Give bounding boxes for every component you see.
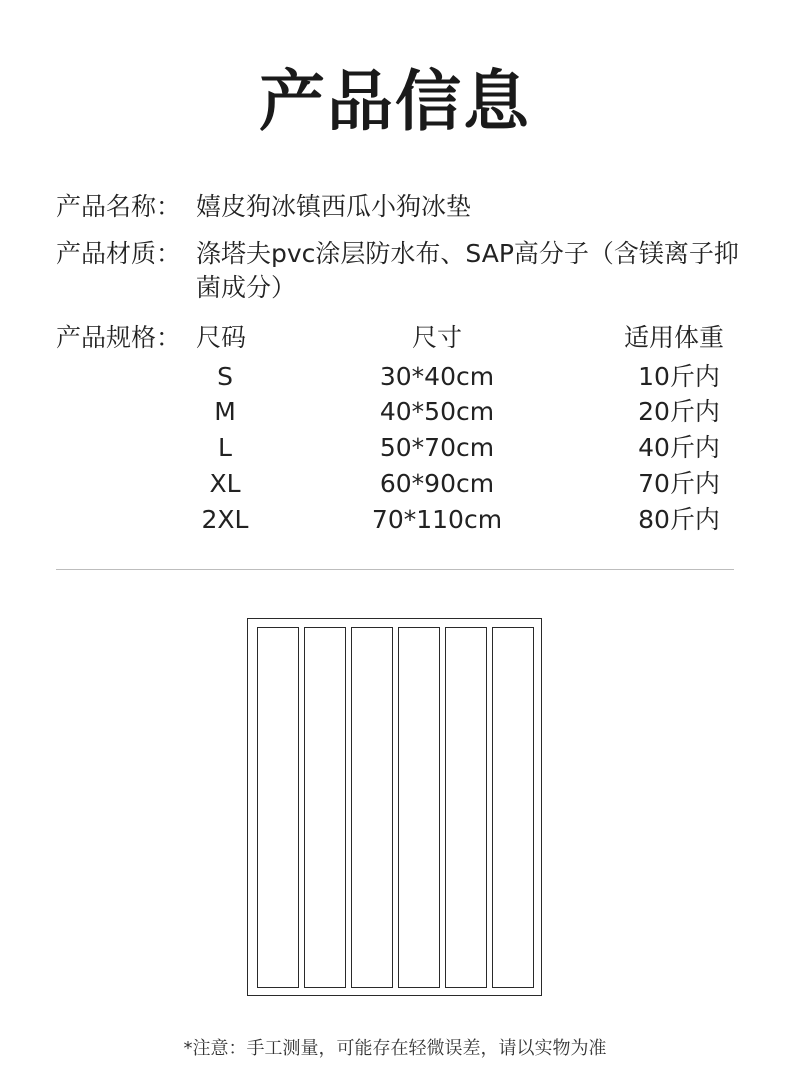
measurement-note: *注意：手工测量，可能存在轻微误差，请以实物为准 [183,1038,607,1059]
section-divider [56,569,734,570]
spec-row-weight: 20斤内 [638,397,720,426]
product-name-value: 嬉皮狗冰镇西瓜小狗冰垫 [196,192,472,221]
spec-row-dimension: 50*70cm [379,433,495,462]
spec-row-size: 2XL [201,505,249,534]
spec-row-weight: 80斤内 [638,505,720,534]
mat-strip [445,627,487,988]
spec-row-size: L [218,433,232,462]
spec-header-size: 尺码 [196,323,247,352]
page-title: 产品信息 [259,63,531,140]
mat-strip [351,627,393,988]
mat-strip [257,627,299,988]
spec-row-size: M [214,397,236,426]
mat-strip [398,627,440,988]
spec-row-weight: 70斤内 [638,469,720,498]
material-value: 涤塔夫pvc涂层防水布、SAP高分子（含镁离子抑菌成分） [196,239,739,302]
mat-strip [492,627,534,988]
material-label: 产品材质： [56,239,182,268]
spec-row-weight: 40斤内 [638,433,720,462]
product-name-label: 产品名称： [56,192,182,221]
spec-header-weight: 适用体重 [624,323,725,352]
spec-header-dimension: 尺寸 [411,323,462,352]
spec-row-weight: 10斤内 [638,362,720,391]
spec-row-dimension: 70*110cm [371,505,503,534]
spec-row-dimension: 60*90cm [379,469,495,498]
spec-row-dimension: 40*50cm [379,397,495,426]
spec-row-size: S [217,362,233,391]
spec-row-dimension: 30*40cm [379,362,495,391]
spec-row-size: XL [209,469,241,498]
spec-label: 产品规格： [56,323,182,352]
mat-strip [304,627,346,988]
